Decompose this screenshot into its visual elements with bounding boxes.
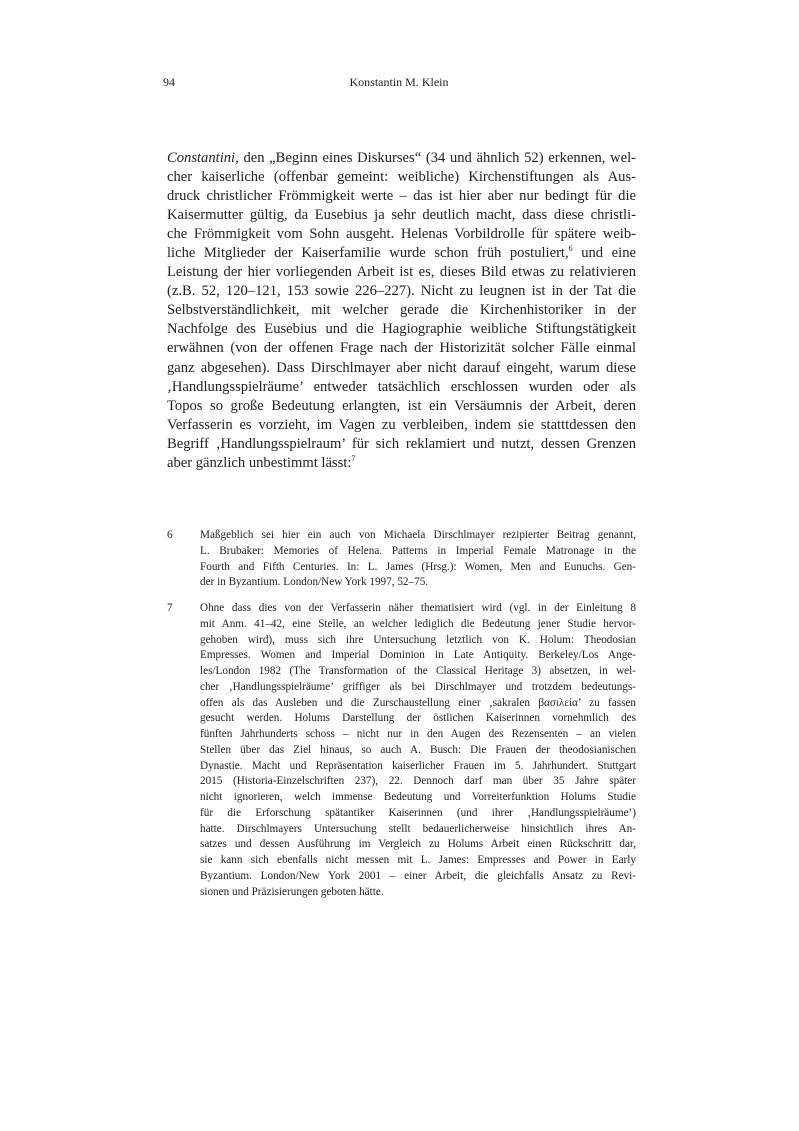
footnote-reference[interactable]: 6 — [568, 244, 573, 254]
body-line — [167, 168, 636, 187]
footnote-line: sie kann sich ebenfalls nicht messen mit L. James: Empresses and Power in Early — [200, 854, 636, 866]
footnote-line: cher ‚Handlungsspielräume’ griffiger als bei Dirschlmayer und trotzdem bedeutungs- — [200, 680, 636, 693]
footnote-text — [200, 601, 636, 900]
line-text: che Frömmigkeit vom Sohn ausgeht. Helenas Vorbildrolle für spätere weib- — [167, 226, 636, 243]
footnote-line: 2015 (Historia-Einzelschriften 237), 22. Dennoch darf man über 35 Jahre später — [200, 775, 636, 788]
footnote-line: der in Byzantium. London/New York 1997, 52–75. — [200, 576, 429, 589]
line-text: (z.B. 52, 120–121, 153 sowie 226–227). Nicht zu leugnen ist in der Tat die — [167, 283, 636, 300]
footnote-text — [200, 528, 636, 591]
line-text: Topos so große Bedeutung erlangten, ist ein Versäumnis der Arbeit, deren — [167, 397, 636, 414]
body-line — [167, 339, 636, 358]
footnote-number: 6 — [167, 529, 173, 541]
footnote-line: Fourth and Fifth Centuries. In: L. James (Hrsg.): Women, Men and Eunuchs. Gen- — [200, 560, 636, 573]
footnote-line: L. Brubaker: Memories of Helena. Patterns in Imperial Female Matronage in the — [200, 544, 636, 557]
body-line — [167, 225, 636, 244]
body-line — [167, 378, 636, 397]
line-text: cher kaiserliche (offenbar gemeint: weibliche) Kirchenstiftungen als Aus- — [167, 169, 636, 186]
body-line — [167, 397, 636, 416]
body-line — [167, 149, 636, 168]
line-text: , den „Beginn eines Diskurses“ (34 und ähnlich 52) erkennen, wel- — [235, 150, 636, 166]
body-line — [167, 244, 636, 263]
body-line — [167, 435, 636, 454]
footnote-line: satzes und dessen Ausführung im Vergleich zu Holums Arbeit einen Rückschritt dar, — [200, 838, 636, 851]
line-text: Leistung der hier vorliegenden Arbeit ist es, dieses Bild etwas zu relativieren — [167, 264, 636, 281]
footnote-line: sionen und Präzisierungen geboten hätte. — [200, 885, 384, 898]
line-text: ganz abgesehen). Dass Dirschlmayer aber nicht darauf eingeht, warum diese — [167, 359, 636, 376]
line-text: Begriff ‚Handlungsspielraum’ für sich reklamiert und nutzt, dessen Grenzen — [167, 435, 636, 452]
line-text: Verfasserin es vorzieht, im Vagen zu verbleiben, indem sie statttdessen den — [167, 416, 636, 433]
footnote-line: Byzantium. London/New York 2001 – einer Arbeit, die gleichfalls Ansatz zu Revi- — [200, 869, 636, 882]
body-line — [167, 320, 636, 339]
body-line — [167, 206, 636, 225]
body-line — [167, 282, 636, 301]
footnote-line: Dynastie. Macht und Repräsentation kaiserlicher Frauen im 5. Jahrhundert. Stuttgart — [200, 759, 636, 772]
line-text: ‚Handlungsspielräume’ entweder tatsächlich erschlossen wurden oder als — [167, 378, 636, 395]
footnote-line: fünften Jahrhunderts schoss – nicht nur in den Augen des Rezensenten – an vielen — [200, 728, 636, 740]
footnote-line: Maßgeblich sei hier ein auch von Michaela Dirschlmayer rezipierter Beitrag genannt, — [200, 529, 636, 541]
footnote-line: gesucht werden. Holums Darstellung der östlichen Kaiserinnen vornehmlich des — [200, 712, 636, 725]
footnote-line: gehoben wird), muss sich ihre Untersuchung letztlich von K. Holum: Theodosian — [200, 633, 636, 646]
footnote — [167, 601, 636, 900]
footnote-line: offen als das Ausleben und die Zurschaustellung einer ‚sakralen βασιλεία’ zu fassen — [200, 696, 636, 709]
line-text: Nachfolge des Eusebius und die Hagiographie weibliche Stiftungstätigkeit — [167, 321, 636, 338]
running-head: Konstantin M. Klein — [349, 75, 449, 89]
line-text: Kaisermutter gültig, da Eusebius ja sehr deutlich macht, dass diese christli- — [167, 207, 636, 224]
line-text-after: und eine — [572, 245, 636, 262]
body-line — [167, 359, 636, 378]
line-text: erwähnen (von der offenen Frage nach der Historizität solcher Fälle einmal — [167, 340, 636, 357]
body-line — [167, 301, 636, 320]
footnotes — [167, 528, 636, 910]
body-line — [167, 416, 636, 435]
footnote-line: hatte. Dirschlmayers Untersuchung stellt bedauerlicherweise hinsichtlich ihres An- — [200, 822, 636, 835]
line-text: aber gänzlich unbestimmt lässt: — [167, 454, 352, 471]
footnote-number: 7 — [167, 602, 173, 614]
footnote-line: für die Erforschung spätantiker Kaiserinnen (und ihrer ‚Handlungsspielräume’) — [200, 806, 636, 819]
footnote-line: nicht ignorieren, welch immense Bedeutung und Vorreiterfunktion Holums Studie — [200, 791, 636, 803]
page-number: 94 — [163, 75, 175, 89]
line-text: druck christlicher Frömmigkeit werte – das ist hier aber nur bedingt für die — [167, 188, 636, 205]
footnote-line: mit Anm. 41–42, eine Stelle, an welcher lediglich die Bedeutung jener Studie hervor- — [200, 617, 636, 630]
footnote-line: les/London 1982 (The Transformation of the Classical Heritage 3) absetzen, in wel- — [200, 665, 636, 677]
footnote-reference[interactable]: 7 — [351, 453, 356, 463]
footnote — [167, 528, 636, 591]
footnote-line: Ohne dass dies von der Verfasserin näher thematisiert wird (vgl. in der Einleitung 8 — [200, 602, 636, 614]
body-line — [167, 263, 636, 282]
italic-title: Constantini — [167, 150, 236, 166]
footnote-line: Empresses. Women and Imperial Dominion in Late Antiquity. Berkeley/Los Ange- — [200, 649, 636, 662]
footnote-line: Stellen über das Ziel hinaus, so auch A. Busch: Die Frauen der theodosianischen — [200, 743, 636, 756]
body-line — [167, 454, 636, 473]
line-text: Selbstverständlichkeit, mit welcher gerade die Kirchenhistoriker in der — [167, 302, 636, 319]
line-text: liche Mitglieder der Kaiserfamilie wurde schon früh postuliert, — [167, 245, 569, 262]
body-text — [167, 149, 636, 473]
body-line — [167, 187, 636, 206]
